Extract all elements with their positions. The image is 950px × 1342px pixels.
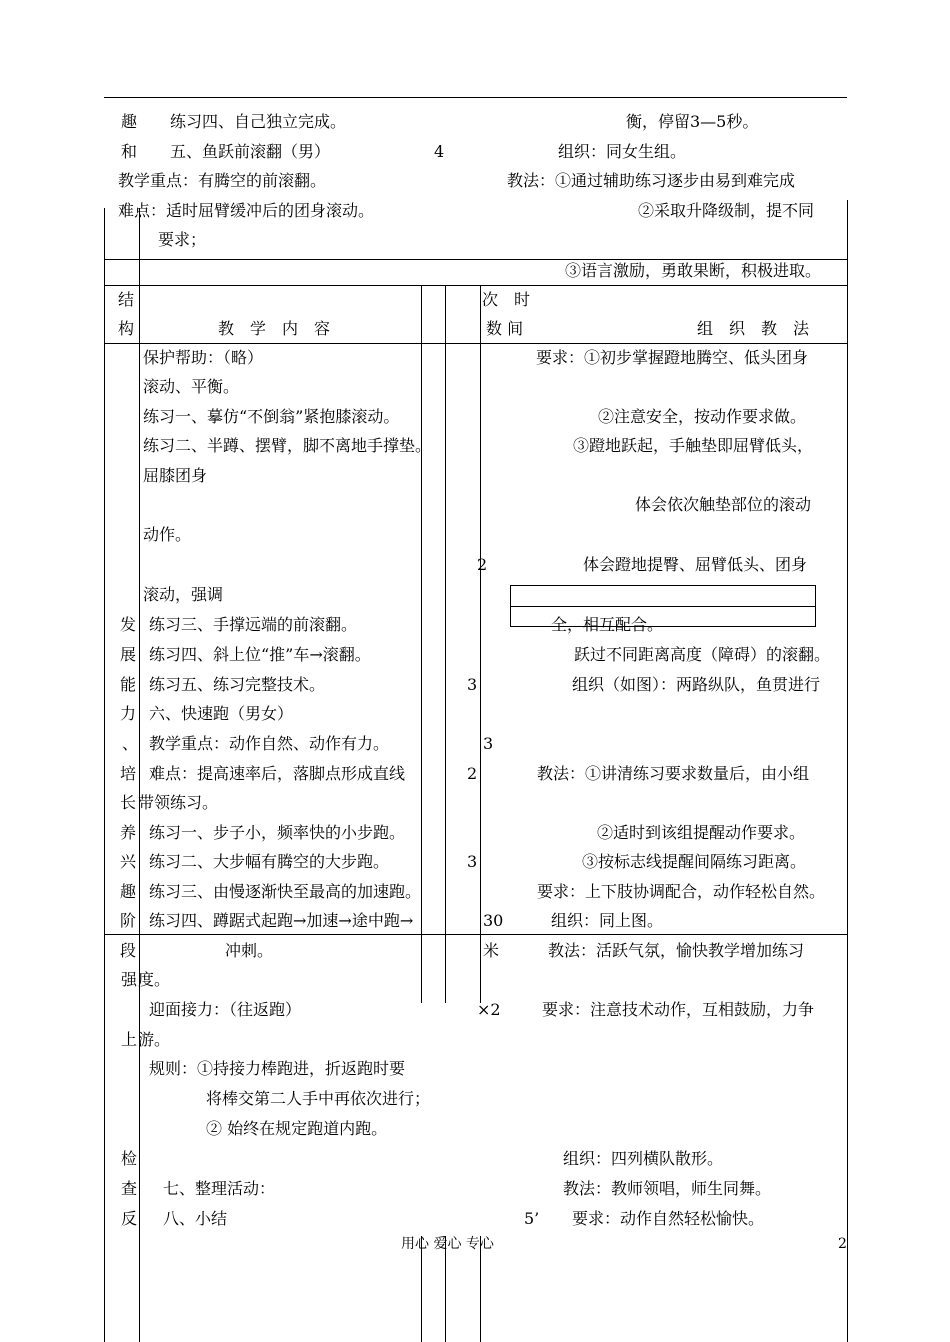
content-line: 难点：提高速率后，落脚点形成直线 (149, 764, 406, 783)
header-times-2: 数 间 (486, 319, 524, 338)
stage-label-char: 展 (120, 645, 137, 664)
method-line: 要求：动作自然轻松愉快。 (572, 1209, 765, 1228)
header-structure-1: 结 (118, 290, 135, 309)
times-cell: 5’ (524, 1209, 540, 1228)
times-cell: 30 (483, 911, 504, 930)
method-line: 组织（如图）：两路纵队，鱼贯进行 (572, 675, 821, 694)
header-bottom-rule (104, 343, 847, 344)
method-line: 要求：①初步掌握蹬地腾空、低头团身 (536, 348, 809, 367)
method-line: 跃过不同距离高度（障碍）的滚翻。 (574, 645, 831, 664)
content-line: 练习二、半蹲、摆臂，脚不离地手撑垫。 (143, 436, 432, 455)
intro-requirement: 要求； (158, 230, 207, 249)
stage-label-char: 强 (121, 970, 138, 989)
method-line: 体会蹬地提臀、屈臂低头、团身 (583, 555, 808, 574)
content-line: 滚动、平衡。 (143, 377, 240, 396)
intro-method-3: ③语言激励，勇敢果断，积极进取。 (565, 261, 822, 280)
section-divider-rule (104, 934, 847, 935)
header-right-1: 衡，停留3—5秒。 (626, 112, 759, 131)
times-cell: 3 (483, 734, 494, 753)
content-line: 练习三、由慢逐渐快至最高的加速跑。 (149, 882, 422, 901)
times-column-border (480, 285, 481, 1003)
content-line: 保护帮助：（略） (143, 348, 264, 367)
method-line: ③按标志线提醒间隔练习距离。 (582, 852, 807, 871)
method-line: 组织：同上图。 (551, 911, 664, 930)
content-column-border-a (421, 285, 422, 1003)
times-cell: 3 (467, 852, 478, 871)
times-cell: ×2 (477, 1000, 501, 1019)
intro-key-point: 教学重点：有腾空的前滚翻。 (118, 171, 327, 190)
header-structure-2: 构 (118, 319, 135, 338)
method-line: 要求：上下肢协调配合，动作轻松自然。 (537, 882, 826, 901)
diagram-line-left (510, 585, 511, 627)
stage-label-char: 力 (120, 704, 137, 723)
stage-label-char: 段 (120, 941, 137, 960)
content-line: 规则：①持接力棒跑进，折返跑时要 (149, 1059, 406, 1078)
content-line: 七、整理活动： (163, 1179, 276, 1198)
content-line: 带领练习。 (138, 793, 219, 812)
stage-label-char: 能 (120, 675, 137, 694)
content-line: 迎面接力：（往返跑） (149, 1000, 302, 1019)
content-line: 滚动，强调 (143, 585, 224, 604)
header-left-char-2: 和 (121, 142, 138, 161)
content-line: 练习二、大步幅有腾空的大步跑。 (149, 852, 390, 871)
times-cell: 2 (477, 555, 488, 574)
header-content-1: 练习四、自己独立完成。 (170, 112, 347, 131)
method-line: 要求：注意技术动作，互相鼓励，力争 (542, 1000, 815, 1019)
table-left-border (104, 208, 105, 1342)
intro-difficulty: 难点：适时屈臂缓冲后的团身滚动。 (118, 201, 375, 220)
content-line: 练习四、斜上位“推”车→滚翻。 (149, 645, 371, 664)
stage-label-char: 趣 (120, 882, 137, 901)
method-line: ②注意安全，按动作要求做。 (598, 407, 807, 426)
check-label-char: 检 (121, 1149, 138, 1168)
content-line: 练习一、步子小，频率快的小步跑。 (149, 823, 406, 842)
intro-method-2: ②采取升降级制，提不同 (638, 201, 815, 220)
stage-label-char: 长 (120, 793, 137, 812)
header-top-rule (104, 285, 847, 286)
content-line: 动作。 (143, 525, 192, 544)
stage-label-char: 、 (122, 734, 139, 753)
top-rule (104, 97, 847, 98)
stage-label-char: 上 (121, 1030, 138, 1049)
content-line: 练习一、摹仿“不倒翁”紧抱膝滚动。 (143, 407, 400, 426)
header-right-2: 组织：同女生组。 (558, 142, 687, 161)
stage-label-char: 发 (120, 615, 137, 634)
table-right-border (847, 200, 848, 1342)
header-content-2: 五、鱼跃前滚翻（男） (170, 142, 331, 161)
header-method: 组 织 教 法 (697, 319, 810, 338)
content-line: 六、快速跑（男女） (149, 704, 294, 723)
stage-label-char: 养 (120, 823, 137, 842)
stage-label-char: 兴 (120, 852, 137, 871)
method-line: 教法：教师领唱，师生同舞。 (563, 1179, 772, 1198)
content-line: 练习五、练习完整技术。 (149, 675, 326, 694)
header-content: 教 学 内 容 (218, 319, 331, 338)
times-cell: 3 (467, 675, 478, 694)
check-label-char: 查 (121, 1179, 138, 1198)
method-line: 教法：活跃气氛，愉快教学增加练习 (548, 941, 805, 960)
content-line: 八、小结 (163, 1209, 228, 1228)
method-line: ②适时到该组提醒动作要求。 (597, 823, 806, 842)
content-line: 教学重点：动作自然、动作有力。 (149, 734, 390, 753)
diagram-line-top (510, 585, 816, 586)
diagram-line-mid (510, 606, 816, 607)
header-count-2: 4 (434, 142, 445, 161)
header-left-char-1: 趣 (121, 112, 138, 131)
content-line: 冲刺。 (225, 941, 274, 960)
stage-label-char: 阶 (120, 911, 137, 930)
footer-motto: 用心 爱心 专心 (401, 1236, 494, 1252)
content-line: 将棒交第二人手中再依次进行； (206, 1089, 431, 1108)
structure-column-border (139, 208, 140, 1342)
content-line: 练习四、蹲踞式起跑→加速→途中跑→ (149, 911, 414, 930)
content-line: 度。 (138, 970, 171, 989)
method-line: 全，相互配合。 (551, 615, 664, 634)
method-line: ③蹬地跃起，手触垫即屈臂低头， (573, 436, 814, 455)
method-line: 教法：①讲清练习要求数量后，由小组 (537, 764, 810, 783)
method-line: 体会依次触垫部位的滚动 (635, 495, 812, 514)
check-label-char: 反 (121, 1209, 138, 1228)
content-line: 练习三、手撑远端的前滚翻。 (149, 615, 358, 634)
times-cell: 米 (483, 941, 500, 960)
page-number: 2 (838, 1236, 847, 1252)
method-line: 组织：四列横队散形。 (563, 1149, 724, 1168)
times-cell: 2 (467, 764, 478, 783)
header-times-1: 次 时 (482, 290, 531, 309)
content-line: 屈膝团身 (143, 466, 208, 485)
content-line: ② 始终在规定跑道内跑。 (206, 1119, 388, 1138)
intro-method-1: 教法：①通过辅助练习逐步由易到难完成 (507, 171, 796, 190)
content-column-border-b (445, 285, 446, 1003)
diagram-line-right (815, 585, 816, 627)
stage-label-char: 培 (120, 764, 137, 783)
content-line: 游。 (138, 1030, 171, 1049)
